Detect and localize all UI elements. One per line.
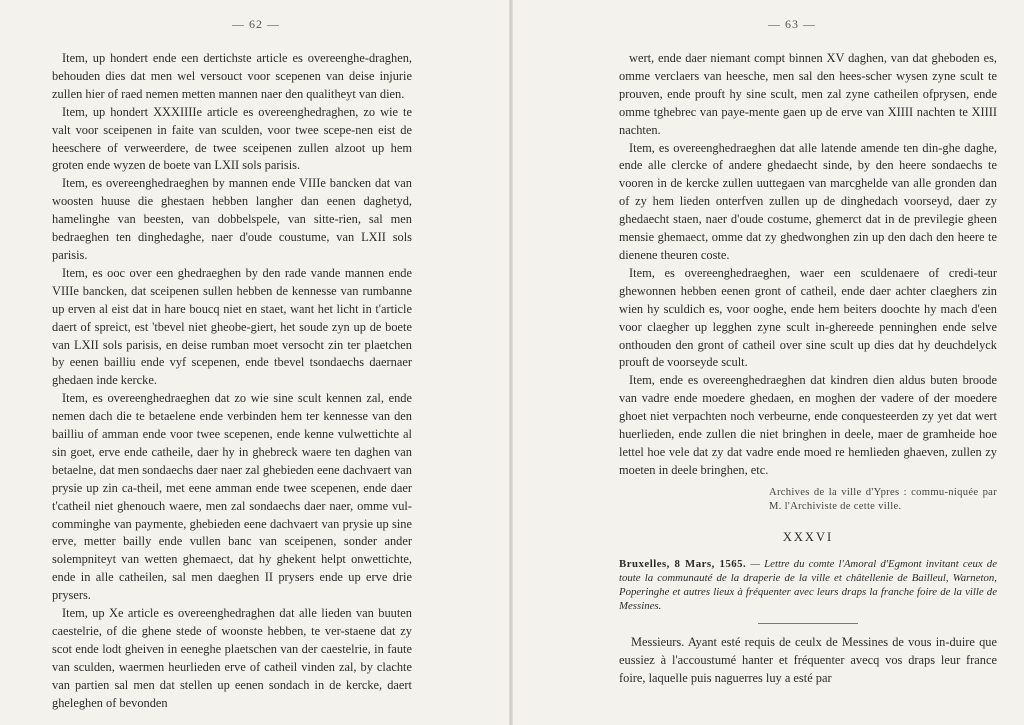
right-page-number: — 63 — [768, 17, 816, 31]
right-paragraph: Item, ende es overeenghedraeghen dat kindren dien aldus buten broode van vadre ende moedere ghedaen, en moghen der vadere of der moedere ghoet niet verpachten noch verbeurne, ende conquesteerden zy yet dat wert huerlieden, ende zullen die niet bringhen in deele, maer de gramheide hoe lettel hoe vele dat zy dat vadre ende moed re hemlieden ghaeven, zullen zy moeten in deele bringhen, etc. [619, 373, 997, 477]
left-paragraph: Item, up hondert XXXIIIIe article es overeenghedraghen, zo wie te valt voor sceipenen in faite van sculden, voor twee scepe-nen eist de heeschere of verweerdere, de twee sceipenen zullen alzoot up hem groten ende wyzen de boete van LXII sols parisis. [52, 104, 412, 173]
left-paragraph: Item, up hondert ende een dertichste article es overeenghe-draghen, behouden dies dat men wel versouct voor scepenen van deise injurie zullen hier of raed nemen metten mannen naer den qualitheyt van dien. [52, 51, 412, 101]
document-header [619, 557, 997, 614]
letter-paragraph: Messieurs. Ayant esté requis de ceulx de Messines de vous in-duire que eussiez à l'accoustumé hanter et fréquenter avecq vos draps leur france foire, laquelle puis naguerres luy a esté par [619, 635, 997, 686]
archive-source-note: Archives de la ville d'Ypres : commu-niquée par M. l'Archiviste de cette ville. [769, 486, 997, 513]
document-number: XXXVI [782, 529, 834, 544]
right-page-body [619, 50, 997, 688]
left-page-number: — 62 — [232, 17, 280, 31]
document-summary: — Lettre du comte l'Amoral d'Egmont invitant ceux de toute la communauté de la draperie de la ville et châtellenie de Bailleul, Warneton, Poperinghe et autres lieux à fréquenter avec leurs draps la franche foire de la ville de Messines. [619, 557, 998, 613]
left-page-body [52, 50, 412, 713]
letter-body [619, 634, 997, 688]
left-paragraph: Item, es overeenghedraeghen dat zo wie sine scult kennen zal, ende nemen dach die te betaelene ende verbinden hem ter kennesse van den bailliu of amman ende voor twee scepenen, ende kenne vulwettichte al sin goet, erve ende catheile, daer hy in ghebreck waere ten daghen van betaelne, dat men sondaechs daer naer zal ghebieden eene dachvaert van prysie up zin ca-theil, met eene amman ende twee scepenen, ende daer t'catheil niet ghenouch waere, men zal sondaechs daer naer, omme vul-comminghe van paymente, ghebieden eene dachvaert van prysie up sine erve, metter bailly ende vullen banc van sceipenen, sonder ander solempniteyt van wetten ghemaect, dat hy ghekent helpt onwettichte, ende in alle catheilen, sal men daeghen II prysers ende up erve drie prysers. [52, 391, 412, 603]
left-paragraph: Item, es overeenghedraeghen by mannen ende VIIIe bancken dat van woosten huuse die ghestaen hebben langher dan eenen daghetyd, hamelinghe van beesten, van dobbelspele, van sitte-rien, sal men bedraeghen ten dinghedaghe, naer d'oude coustume, van LXII sols parisis. [52, 176, 412, 262]
right-paragraph: Item, es overeenghedraeghen, waer een sculdenaere of credi-teur ghewonnen hebben eenen gront of catheil, ende daer achter claeghers zin wien hy sculdich es, voor ooghe, ende hem beiters doochte hy mach d'een voor claegher up legghen zyne scult in-ghereede penninghen ende selve onthouden den gront of catheil over sine scult up dies dat hy deuchdelyck prouft de voorseyde scult. [619, 265, 997, 370]
left-paragraph: Item, up Xe article es overeenghedraghen dat alle lieden van buuten caestelrie, of die ghene stede of woonste hebben, te ver-staene dat zy scot ende lodt gheiven in eeneghe plaetschen van der caestelrie, in faute van sculden, waermen heurlieden erve of catheil vinden zal, by clachte van partien sal men dat stellen up eenen sondach in de kercke, daert gheleghen of bevonden [52, 606, 412, 710]
left-paragraph: Item, es ooc over een ghedraeghen by den rade vande mannen ende VIIIe bancken, dat sceipenen sullen hebben de kennesse van rumbanne up erven al eist dat in hare boucq niet en staet, want het licht in t'article daert of spreict, est 'tbevel niet gheobe-giert, het soude zyn up de boete van LXII sols parisis, en deise rumban moet versocht zin ter plaetchen by eenen bailliu ende vyf scepenen, ende tbevel tsondaechs daernaer ghedaen inde kercke. [52, 265, 412, 388]
right-page [512, 0, 1024, 725]
right-paragraph: Item, es overeenghedraeghen dat alle latende amende ten din-ghe daghe, ende alle clercke of andere ghedaecht sinde, by den heere sondaechs te vooren in de kercke zullen uuttegaen van marcghelde van alle gronden dan of zy hem lieden onterfven zullen up de dinghedach voorseyd, daer zy ghedaecht staen, naer d'oude costume, ghemerct dat in de previlegie gheen mensie ghemaect, omme dat zy ghedwonghen zin up den dach den heere te dienene theuren coste. [619, 140, 997, 262]
divider [758, 623, 858, 624]
right-paragraph: wert, ende daer niemant compt binnen XV daghen, van dat gheboden es, omme verclaers van heesche, men sal den hees-scher wysen zyne scult te prouven, ende prouft hy sine scult, men zal zyne catheilen ofprysen, ende omme tghebrec van paye-mente gaen up de erve van XIIII nachten te XIIII nachten. [619, 51, 997, 137]
document-place-date: Bruxelles, 8 Mars, 1565. [619, 557, 747, 570]
